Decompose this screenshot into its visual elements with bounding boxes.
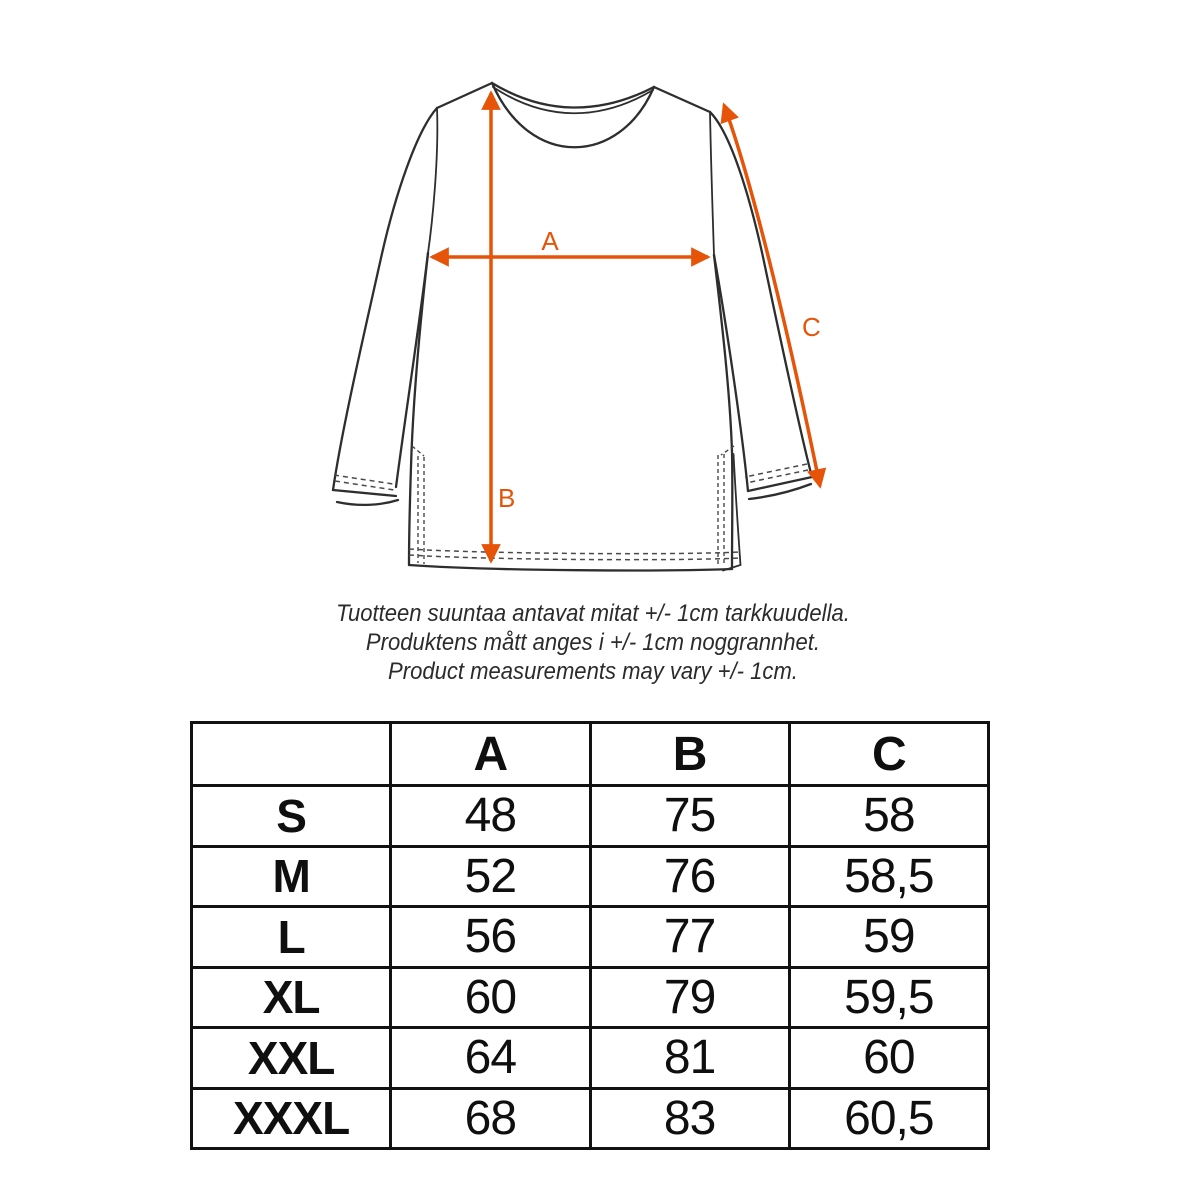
- value-c: 58,5: [789, 846, 988, 907]
- size-label: XXL: [192, 1028, 391, 1089]
- value-a: 56: [391, 907, 590, 968]
- size-label: XL: [192, 967, 391, 1028]
- value-c: 60,5: [789, 1088, 988, 1149]
- table-row: [192, 1028, 989, 1089]
- value-a: 68: [391, 1088, 590, 1149]
- sleeve-right: [710, 112, 812, 499]
- column-header-b: B: [590, 723, 789, 786]
- garment-diagram: [290, 60, 910, 590]
- garment-body-outline: [409, 83, 732, 570]
- disclaimer-line-fi: Tuotteen suuntaa antavat mitat +/- 1cm tarkkuudella.: [336, 600, 850, 627]
- measurement-arrows: [432, 93, 821, 561]
- size-label: XXXL: [192, 1088, 391, 1149]
- value-c: 59: [789, 907, 988, 968]
- corner-cell: [192, 723, 391, 786]
- size-table: [190, 721, 990, 1150]
- value-b: 79: [590, 967, 789, 1028]
- value-b: 81: [590, 1028, 789, 1089]
- table-row: [192, 1088, 989, 1149]
- value-b: 83: [590, 1088, 789, 1149]
- value-b: 77: [590, 907, 789, 968]
- value-b: 76: [590, 846, 789, 907]
- value-a: 48: [391, 786, 590, 847]
- tolerance-disclaimer: [323, 599, 863, 686]
- size-label: M: [192, 846, 391, 907]
- table-row: [192, 846, 989, 907]
- table-row: [192, 967, 989, 1028]
- value-a: 52: [391, 846, 590, 907]
- value-a: 64: [391, 1028, 590, 1089]
- measure-label-c: C: [802, 312, 821, 342]
- disclaimer-line-sv: Produktens mått anges i +/- 1cm noggrannhet.: [365, 629, 821, 656]
- side-slit-left: [412, 446, 424, 564]
- value-c: 60: [789, 1028, 988, 1089]
- table-row: [192, 786, 989, 847]
- size-label: L: [192, 907, 391, 968]
- sleeve-left: [333, 108, 437, 505]
- value-b: 75: [590, 786, 789, 847]
- value-c: 59,5: [789, 967, 988, 1028]
- table-row: [192, 907, 989, 968]
- value-a: 60: [391, 967, 590, 1028]
- value-c: 58: [789, 786, 988, 847]
- size-table-header-row: [192, 723, 989, 786]
- disclaimer-line-en: Product measurements may vary +/- 1cm.: [388, 658, 798, 685]
- column-header-c: C: [789, 723, 988, 786]
- column-header-a: A: [391, 723, 590, 786]
- size-label: S: [192, 786, 391, 847]
- hem-stitching: [409, 549, 740, 560]
- measure-label-b: B: [498, 483, 516, 513]
- measure-label-a: A: [541, 226, 559, 256]
